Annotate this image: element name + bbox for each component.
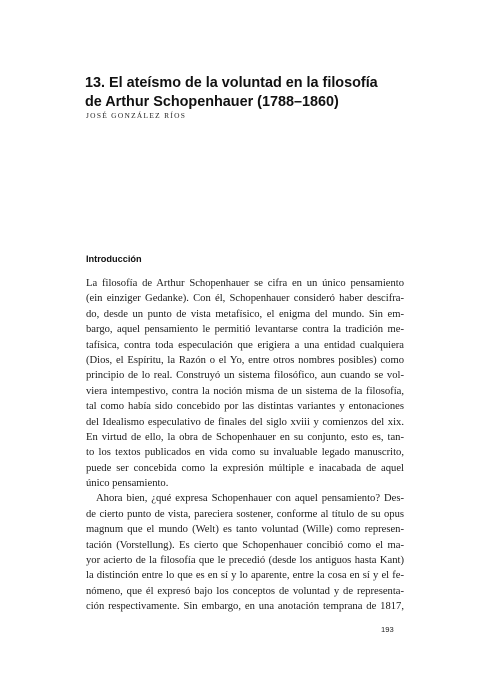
- body-line: tafísica, contra toda especulación que erigiera a una entidad cualquiera: [86, 339, 404, 351]
- body-line: viera intempestivo, contra la noción misma de un sistema de la filosofía,: [86, 385, 404, 397]
- body-line: bargo, aquel pensamiento le permitió levantarse contra la tradición me-: [86, 324, 404, 336]
- body-line: tal como había sido concebido por las distintas variantes y entonaciones: [86, 401, 404, 413]
- author-name: JOSÉ GONZÁLEZ RÍOS: [86, 111, 187, 120]
- chapter-title: [85, 74, 415, 112]
- body-line: (ein einziger Gedanke). Con él, Schopenhauer consideró haber descifra-: [86, 293, 404, 305]
- body-line: ción respectivamente. Sin embargo, en una anotación temprana de 1817,: [86, 601, 404, 613]
- section-heading: Introducción: [86, 254, 142, 264]
- body-line: magnum que el mundo (Welt) es tanto voluntad (Wille) como represen-: [86, 524, 404, 536]
- body-line: principio de lo real. Construyó un sistema filosófico, aun cuando se vol-: [86, 370, 404, 382]
- body-line: (Dios, el Espíritu, la Razón o el Yo, entre otros nombres posibles) como: [86, 354, 404, 366]
- body-line: tación (Vorstellung). Es cierto que Schopenhauer concibió como el ma-: [86, 539, 404, 551]
- body-line: de cierto punto de vista, pareciera sostener, conforme al título de su opus: [86, 508, 404, 520]
- body-line: En virtud de ello, la obra de Schopenhauer en su conjunto, esto es, tan-: [86, 431, 404, 443]
- body-line: Ahora bien, ¿qué expresa Schopenhauer con aquel pensamiento? Des-: [96, 493, 404, 505]
- chapter-title-line-1: 13. El ateísmo de la voluntad en la filosofía: [85, 75, 378, 91]
- page-number: 193: [381, 625, 394, 634]
- body-line: puede ser concebida como la expresión múltiple e inacabada de aquel: [86, 462, 404, 474]
- chapter-title-line-2: de Arthur Schopenhauer (1788–1860): [85, 94, 339, 110]
- body-line: nómeno, que él expresó bajo los conceptos de voluntad y de representa-: [86, 585, 404, 597]
- body-text: [86, 276, 404, 615]
- body-line: único pensamiento.: [86, 478, 169, 490]
- body-line: del Idealismo especulativo de finales del siglo xviii y comienzos del xix.: [86, 416, 404, 428]
- body-line: to los textos publicados en vida como su invaluable legado manuscrito,: [86, 447, 404, 459]
- body-line: La filosofía de Arthur Schopenhauer se cifra en un único pensamiento: [86, 278, 404, 289]
- body-line: do, desde un punto de vista metafísico, el enigma del mundo. Sin em-: [86, 308, 404, 320]
- body-line: la distinción entre lo que es en sí y lo aparente, entre la cosa en sí y el fe-: [86, 570, 404, 582]
- body-line: yor acierto de la filosofía que le precedió (desde los antiguos hasta Kant): [86, 555, 404, 567]
